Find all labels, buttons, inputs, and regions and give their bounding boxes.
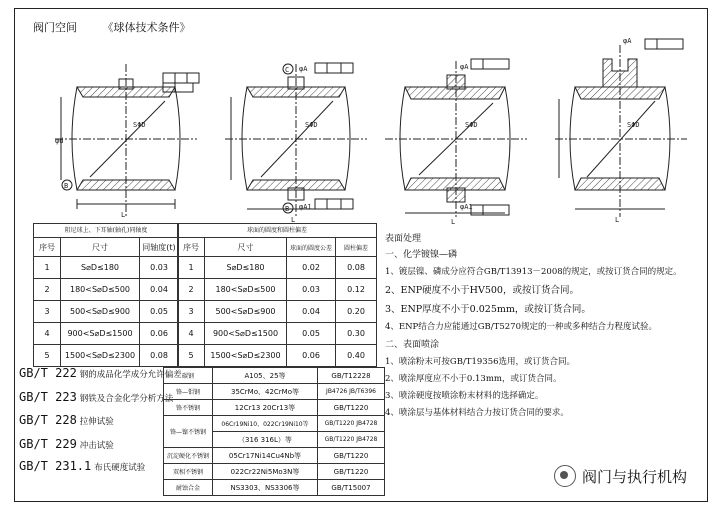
datum-c-2: C [285,66,290,74]
ball-view-3 [385,59,527,217]
table-cell: GB/T1220 [318,464,385,480]
table-cell: 铬—镍不锈钢 [164,416,213,448]
table-cell: S⌀D≤180 [205,257,287,279]
materials-table [163,367,385,496]
table-row [178,323,377,345]
table-cell: S⌀D≤180 [61,257,140,279]
table-cell: GB/T15007 [318,480,385,496]
table-cell: 5 [34,345,61,367]
dim-a1-2: φA1 [299,203,312,211]
wechat-icon [554,465,576,487]
table-cell: 0.08 [336,257,377,279]
watermark-text: 阀门与执行机构 [581,467,687,486]
table-row [34,323,179,345]
table-row [164,464,385,480]
table-row [164,480,385,496]
table-cell: NS3303、NS3306等 [213,480,318,496]
standard-desc: 钢铁及合金化学分析方法 [79,394,174,404]
notes-item: 4、ENP结合力应能通过GB/T5270规定的一种或多种结合力程度试验。 [385,322,657,332]
table-cell: 铬不锈钢 [164,400,213,416]
standard-code: GB/T 223 [19,390,77,404]
table-row [164,368,385,384]
table-b-header: 球面的圆度公差 [287,238,336,257]
table-cell: 180<S⌀D≤500 [205,279,287,301]
ball-view-1 [55,64,199,217]
dim-a-2: φA [299,65,308,73]
table-row [34,345,179,367]
dim-sd-2: SΦD [305,121,318,129]
ball-drawings [15,9,707,231]
table-cell: 500<S⌀D≤900 [205,301,287,323]
standard-desc: 冲击试验 [79,441,114,451]
table-cell: 12Cr13 20Cr13等 [213,400,318,416]
table-cell: 2 [34,279,61,301]
table-cell: A105、25等 [213,368,318,384]
table-row [178,345,377,367]
header-subtitle: 《球体技术条件》 [102,21,191,34]
table-cell: 碳钢 [164,368,213,384]
table-b-header: 圆柱偏差 [336,238,377,257]
table-cell: JB4726 JB/T6396 [318,384,385,400]
table-cell: 35CrMo、42CrMo等 [213,384,318,400]
table-cell: 900<S⌀D≤1500 [205,323,287,345]
dim-l-3: L [451,218,456,226]
table-row [178,279,377,301]
table-cell: 5 [178,345,205,367]
table-row [34,301,179,323]
notes-item: 3、ENP厚度不小于0.025mm，或按订货合同。 [385,304,591,315]
header-title: 阀门空间 [33,21,77,34]
table-a-header: 序号 [34,238,61,257]
dim-d-1: φd [55,137,64,145]
drawing-sheet [14,8,708,502]
notes-item: 4、喷涂层与基体材料结合力按订货合同的要求。 [385,408,569,418]
table-b-header: 序号 [178,238,205,257]
standard-code: GB/T 228 [19,413,77,427]
dim-l-4: L [615,216,620,224]
standard-item [19,366,182,380]
table-cell: 沉淀硬化不锈钢 [164,448,213,464]
table-cell: 1500<S⌀D≤2300 [205,345,287,367]
table-cell: 1 [178,257,205,279]
standard-item [19,437,114,451]
table-row [178,301,377,323]
table-cell: 0.04 [140,279,179,301]
table-cell: （316 316L）等 [213,432,318,448]
table-cell: 0.30 [336,323,377,345]
watermark [554,465,687,487]
notes-item: 1、喷涂粉末可按GB/T19356选用，或订货合同。 [385,357,576,367]
table-cell: 0.06 [140,323,179,345]
notes-item: 3、喷涂硬度按喷涂粉末材料的选择确定。 [385,391,544,401]
table-cell: 4 [178,323,205,345]
table-b-caption: 球面的圆度和圆柱偏差 [177,223,377,237]
table-row [178,257,377,279]
notes-item: 2、ENP硬度不小于HV500，或按订货合同。 [385,285,579,296]
standard-desc: 拉伸试验 [79,417,114,427]
table-cell: GB/T1220 [318,400,385,416]
dim-l-1: L [121,211,126,219]
dim-a-3: φA [460,63,469,71]
table-cell: 0.08 [140,345,179,367]
table-cell: 022Cr22Ni5Mo3N等 [213,464,318,480]
standard-desc: 钢的成品化学成分允许偏差 [79,370,182,380]
ball-view-2 [225,63,367,217]
dim-sd-3: SΦD [465,121,478,129]
table-cell: 1500<S⌀D≤2300 [61,345,140,367]
dim-a-4: φA [623,37,632,45]
table-cell: GB/T12228 [318,368,385,384]
surface-treatment-notes [385,231,705,423]
table-cell: GB/T1220 JB4728 [318,416,385,432]
notes-item: 1、镀层镍、磷成分应符合GB/T13913－2008的规定，或按订货合同的规定。 [385,267,682,277]
notes-item: 2、喷涂厚度应不小于0.13mm，或订货合同。 [385,374,562,384]
coaxiality-table [33,223,179,367]
table-cell: 耐蚀合金 [164,480,213,496]
table-row [164,416,385,432]
table-cell: 180<S⌀D≤500 [61,279,140,301]
dim-a1-3: φA1 [460,203,473,211]
table-row [164,400,385,416]
table-cell: 0.04 [287,301,336,323]
standard-item [19,413,114,427]
table-cell: 0.05 [140,301,179,323]
table-cell: 0.02 [287,257,336,279]
table-cell: 0.05 [287,323,336,345]
table-cell: 0.03 [140,257,179,279]
table-cell: 4 [34,323,61,345]
table-row [164,448,385,464]
roundness-table [177,223,377,367]
table-cell: 500<S⌀D≤900 [61,301,140,323]
table-cell: GB/T1220 [318,448,385,464]
table-a-header: 同轴度(t) [140,238,179,257]
standard-code: GB/T 222 [19,366,77,380]
table-cell: 0.20 [336,301,377,323]
table-cell: 0.06 [287,345,336,367]
dim-sd-1: SΦD [133,121,146,129]
table-row [34,279,179,301]
standard-code: GB/T 229 [19,437,77,451]
datum-b-2: B [285,205,290,213]
table-cell: 05Cr17Ni14Cu4Nb等 [213,448,318,464]
standard-item [19,459,145,473]
table-cell: 0.03 [287,279,336,301]
dim-sd-4: SΦD [627,121,640,129]
dim-l-2: L [291,216,296,224]
table-b-header: 尺寸 [205,238,287,257]
table-cell: GB/T1220 JB4728 [318,432,385,448]
table-row [34,257,179,279]
notes-section-1: 一、化学镀镍—磷 [385,250,458,260]
table-cell: 双相不锈钢 [164,464,213,480]
table-cell: 2 [178,279,205,301]
table-cell: 900<S⌀D≤1500 [61,323,140,345]
notes-title: 表面处理 [385,234,422,244]
table-a-caption: 阻尼球上、下耳轴(轴孔)同轴度 [33,223,179,237]
table-cell: 0.40 [336,345,377,367]
ball-view-4 [555,39,687,217]
table-cell: 1 [34,257,61,279]
datum-b-1: B [64,182,69,190]
table-cell: 铬—钼钢 [164,384,213,400]
table-cell: 06Cr19Ni10、022Cr19Ni10等 [213,416,318,432]
table-cell: 3 [178,301,205,323]
table-a-header: 尺寸 [61,238,140,257]
standard-code: GB/T 231.1 [19,459,92,473]
table-row [164,384,385,400]
table-cell: 0.12 [336,279,377,301]
standard-item [19,390,173,404]
table-cell: 3 [34,301,61,323]
standard-desc: 布氏硬度试验 [94,463,146,473]
notes-section-2: 二、表面喷涂 [385,340,440,350]
